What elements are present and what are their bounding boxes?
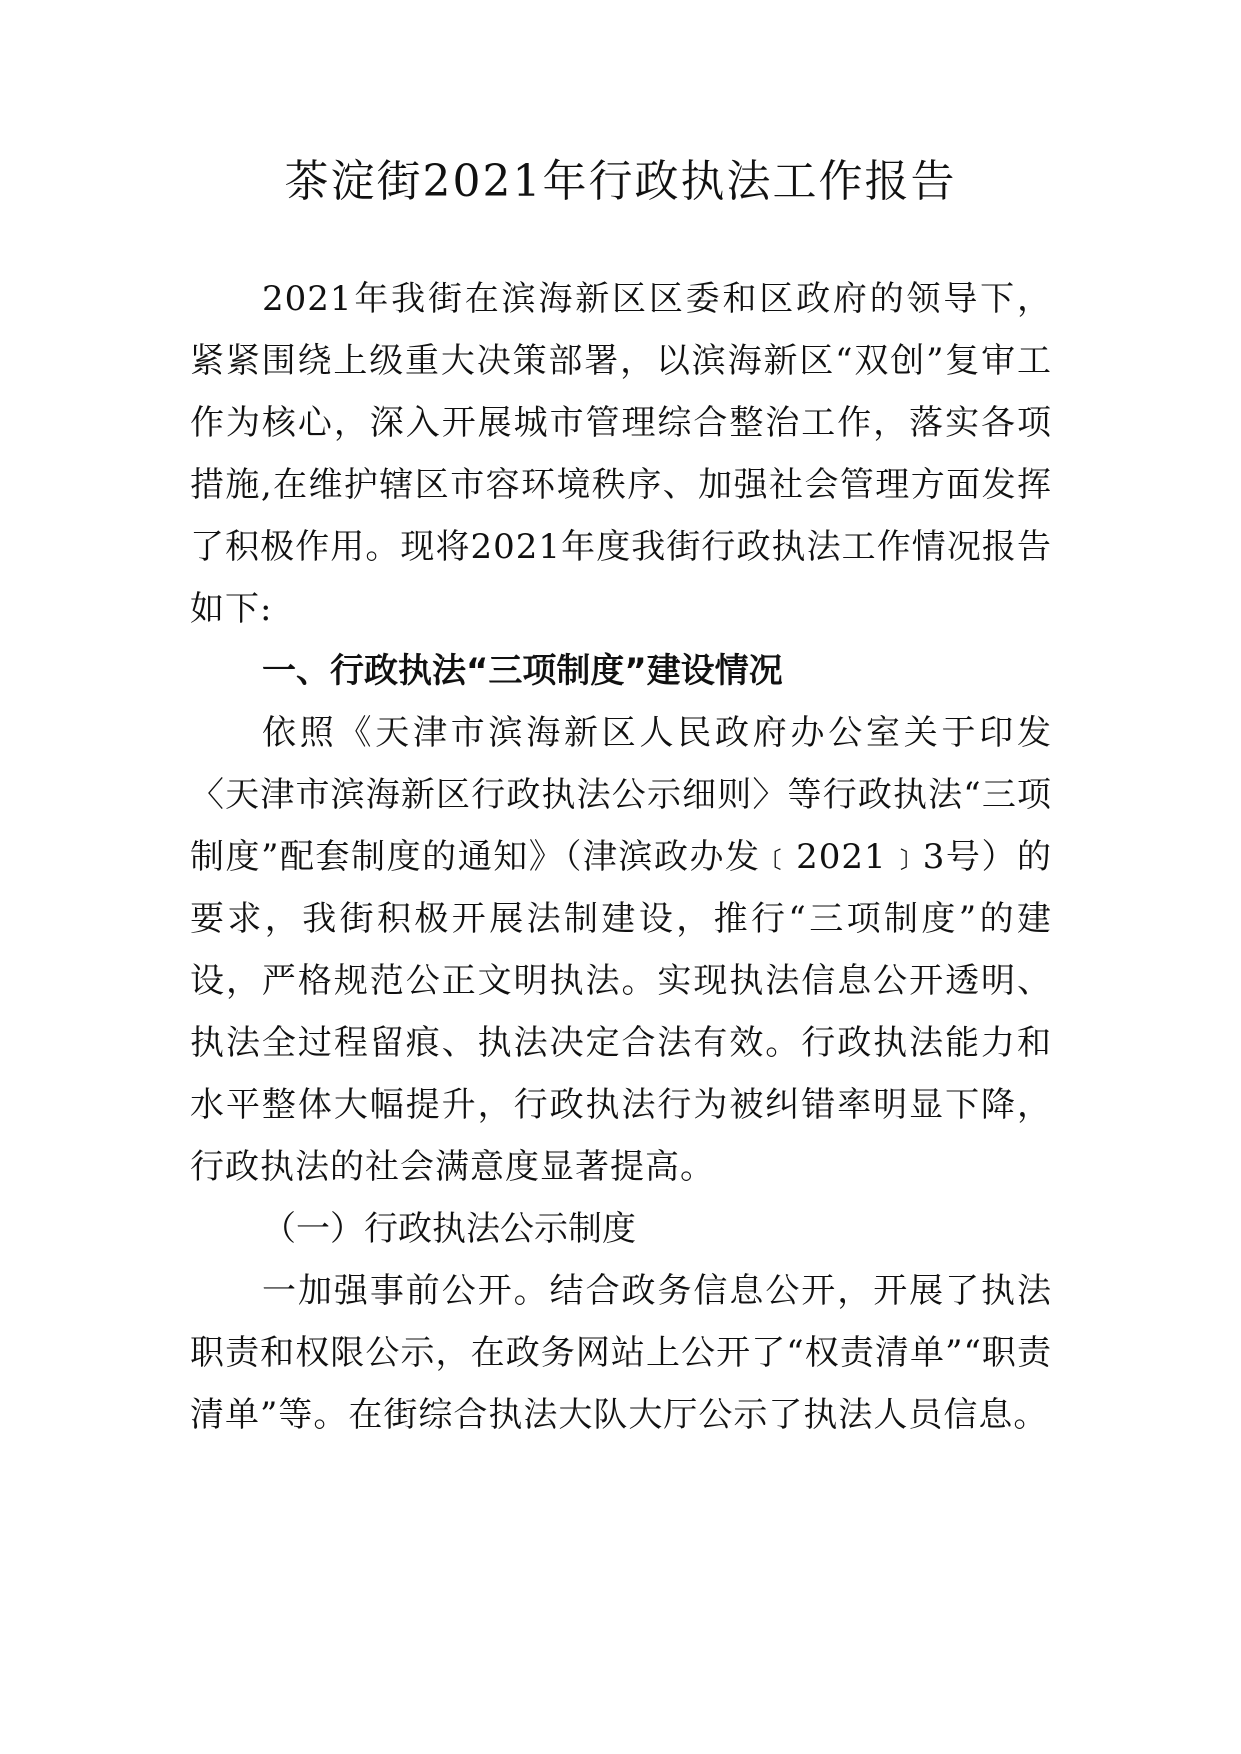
document-title: 茶淀街2021年行政执法工作报告 [284,156,957,207]
section-1-paragraph: 依照《天津市滨海新区人民政府办公室关于印发〈天津市滨海新区行政执法公示细则〉等行政执法“三项制度”配套制度的通知》（津滨政办发﹝2021﹞3号）的要求，我街积极开展法制建设，推行“三项制度”的建设，严格规范公正文明执法。实现执法信息公开透明、执法全过程留痕、执法决定合法有效。行政执法能力和水平整体大幅提升，行政执法行为被纠错率明显下降，行政执法的社会满意度显著提高。 [190,713,1052,1187]
subsection-1-paragraph: 一加强事前公开。结合政务信息公开，开展了执法职责和权限公示，在政务网站上公开了“权责清单”“职责清单”等。在街综合执法大队大厅公示了执法人员信息。 [190,1271,1052,1435]
intro-paragraph: 2021年我街在滨海新区区委和区政府的领导下，紧紧围绕上级重大决策部署，以滨海新区“双创”复审工作为核心，深入开展城市管理综合整治工作，落实各项措施,在维护辖区市容环境秩序、加强社会管理方面发挥了积极作用。现将2021年度我街行政执法工作情况报告如下: [190,279,1052,629]
subsection-heading-1: （一）行政执法公示制度 [262,1209,636,1249]
section-heading-1: 一、行政执法“三项制度”建设情况 [262,651,783,691]
document-body [190,268,1052,1446]
